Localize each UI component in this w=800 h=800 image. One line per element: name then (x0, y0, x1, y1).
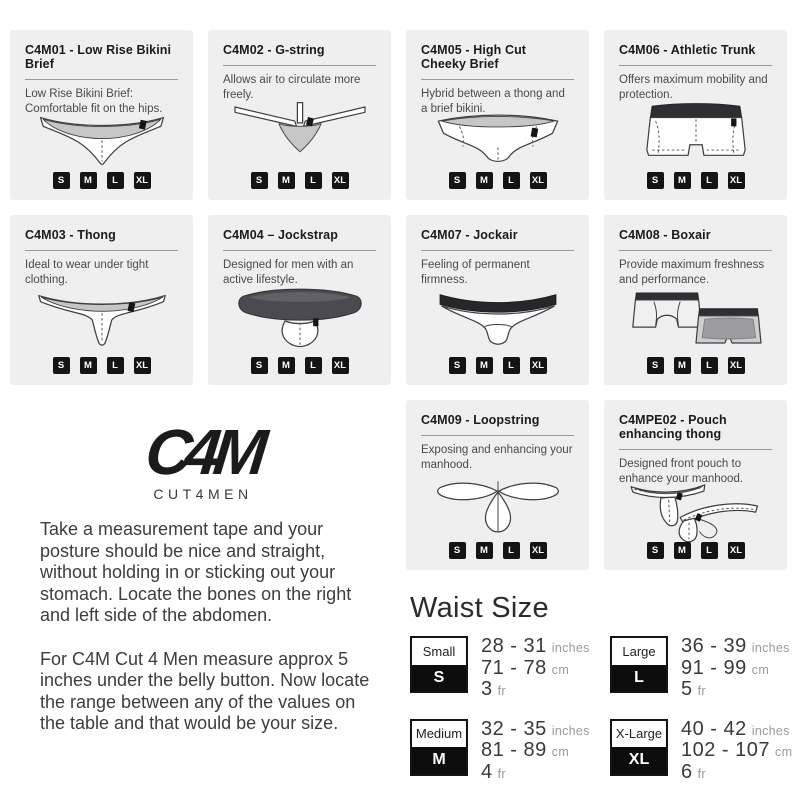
divider (223, 65, 376, 66)
jockair-illustration (421, 289, 574, 353)
size-badge-s: S (449, 542, 466, 559)
size-box-medium (410, 719, 468, 776)
product-title: C4M04 – Jockstrap (223, 228, 338, 242)
size-badge-m: M (278, 357, 295, 374)
size-badges (619, 172, 772, 189)
size-badge-xl: XL (134, 172, 151, 189)
cm-unit: cm (551, 662, 570, 677)
product-title: C4M01 - Low Rise Bikini Brief (25, 43, 172, 71)
size-badges (25, 172, 178, 189)
divider (421, 435, 574, 436)
divider (25, 79, 178, 80)
thong-illustration (25, 289, 178, 353)
size-badge-m: M (476, 542, 493, 559)
product-card-c4m04 (208, 215, 391, 385)
product-description: Low Rise Bikini Brief: Comfortable fit on the hips. (25, 88, 163, 116)
size-badge-l: L (305, 172, 322, 189)
inches-value: 32 - 35 (481, 717, 547, 740)
divider (619, 65, 772, 66)
fr-unit: fr (697, 684, 706, 698)
size-badge-l: L (305, 357, 322, 374)
jockstrap-illustration (223, 289, 376, 353)
size-letter: S (412, 665, 466, 692)
product-title: C4M08 - Boxair (619, 228, 711, 242)
high-cut-cheeky-brief-illustration (421, 118, 574, 168)
size-badge-m: M (674, 172, 691, 189)
size-box-large (610, 636, 668, 693)
size-badges (619, 357, 772, 374)
product-title: C4M09 - Loopstring (421, 413, 540, 427)
size-badge-xl: XL (728, 172, 745, 189)
size-badge-xl: XL (728, 357, 745, 374)
product-description: Offers maximum mobility and protection. (619, 74, 768, 102)
size-values (481, 719, 590, 785)
size-badge-m: M (674, 357, 691, 374)
product-title: C4M06 - Athletic Trunk (619, 43, 756, 57)
size-badge-l: L (701, 542, 718, 559)
size-badges (421, 357, 574, 374)
size-badge-s: S (251, 357, 268, 374)
fr-value: 6 (681, 760, 693, 783)
size-box-x-large (610, 719, 668, 776)
size-badge-m: M (476, 357, 493, 374)
product-title: C4M05 - High Cut Cheeky Brief (421, 43, 527, 71)
divider (421, 79, 574, 80)
product-card-c4m06 (604, 30, 787, 200)
size-badge-l: L (503, 542, 520, 559)
cm-value: 81 - 89 (481, 739, 547, 761)
divider (421, 250, 574, 251)
size-badge-l: L (503, 357, 520, 374)
product-card-c4m08 (604, 215, 787, 385)
loopstring-illustration (421, 474, 574, 538)
size-badge-s: S (53, 172, 70, 189)
inches-unit: inches (551, 641, 590, 655)
product-card-c4m07 (406, 215, 589, 385)
measuring-instructions (40, 519, 384, 735)
size-badge-m: M (674, 542, 691, 559)
product-title: C4M02 - G-string (223, 43, 325, 57)
size-badge-xl: XL (530, 172, 547, 189)
size-letter: XL (612, 747, 666, 774)
size-badges (25, 357, 178, 374)
size-badge-xl: XL (332, 357, 349, 374)
cm-unit: cm (551, 745, 570, 759)
product-title: C4M03 - Thong (25, 228, 116, 242)
product-description: Designed front pouch to enhance your manhood. (619, 458, 744, 486)
product-title: C4M07 - Jockair (421, 228, 518, 242)
divider (619, 449, 772, 450)
size-badge-s: S (449, 357, 466, 374)
cm-unit: cm (775, 745, 793, 759)
product-description: Exposing and enhancing your manhood. (421, 444, 573, 472)
boxair-illustration (619, 289, 772, 353)
size-badge-m: M (278, 172, 295, 189)
size-badge-l: L (503, 172, 520, 189)
waist-entry-x-large (610, 719, 800, 785)
fr-unit: fr (497, 766, 506, 781)
size-badge-xl: XL (530, 357, 547, 374)
size-badges (421, 172, 574, 189)
size-values (481, 636, 590, 702)
divider (25, 250, 178, 251)
inches-unit: inches (751, 641, 790, 655)
size-badge-s: S (53, 357, 70, 374)
fr-unit: fr (497, 684, 506, 698)
brand-logo-text: C4M (142, 416, 264, 488)
size-badge-s: S (251, 172, 268, 189)
fr-value: 5 (681, 678, 693, 700)
size-badge-l: L (701, 172, 718, 189)
fr-value: 3 (481, 678, 493, 700)
product-card-c4m09 (406, 400, 589, 570)
product-card-c4mpe02 (604, 400, 787, 570)
waist-entry-medium (410, 719, 610, 785)
size-letter: M (412, 747, 466, 774)
size-badge-l: L (107, 357, 124, 374)
product-description: Ideal to wear under tight clothing. (25, 259, 149, 287)
size-label: Medium (412, 721, 466, 748)
size-badge-s: S (647, 357, 664, 374)
cm-value: 71 - 78 (481, 656, 547, 679)
product-card-c4m03 (10, 215, 193, 385)
size-label: X-Large (612, 721, 666, 748)
inches-unit: inches (551, 723, 590, 738)
size-badge-m: M (476, 172, 493, 189)
size-badges (421, 542, 574, 559)
size-badge-xl: XL (134, 357, 151, 374)
low-rise-bikini-brief-illustration (25, 118, 178, 168)
inches-value: 40 - 42 (681, 717, 747, 740)
inches-unit: inches (751, 723, 790, 738)
inches-value: 36 - 39 (681, 635, 747, 657)
size-badges (223, 357, 376, 374)
waist-entry-large (610, 636, 800, 702)
cm-value: 91 - 99 (681, 656, 747, 679)
size-badge-s: S (647, 542, 664, 559)
divider (619, 250, 772, 251)
fr-unit: fr (697, 766, 706, 781)
product-description: Hybrid between a thong and a brief bikini. (421, 88, 565, 116)
product-card-c4m05 (406, 30, 589, 200)
cm-value: 102 - 107 (681, 739, 771, 761)
brand-logo (38, 416, 368, 502)
size-badge-m: M (80, 357, 97, 374)
product-title: C4MPE02 - Pouch enhancing thong (619, 413, 727, 441)
product-description: Provide maximum freshness and performance. (619, 259, 765, 287)
divider (223, 250, 376, 251)
pouch-enhancing-thong-illustration (619, 488, 772, 538)
fr-value: 4 (481, 760, 493, 783)
size-badge-s: S (449, 172, 466, 189)
waist-size-table (410, 636, 800, 784)
size-values (681, 636, 790, 702)
size-badge-m: M (80, 172, 97, 189)
inches-value: 28 - 31 (481, 635, 547, 657)
size-values (681, 719, 792, 785)
size-letter: L (612, 665, 666, 692)
instructions-paragraph-2: For C4M Cut 4 Men measure approx 5 inches under the belly button. Now locate the range between any of the values on the table and that would be your size. (40, 648, 370, 733)
size-badge-xl: XL (332, 172, 349, 189)
product-description: Designed for men with an active lifestyle. (223, 259, 354, 287)
size-label: Large (612, 638, 666, 665)
size-label: Small (412, 638, 466, 665)
size-badge-xl: XL (530, 542, 547, 559)
athletic-trunk-illustration (619, 104, 772, 168)
brand-logo-subtext: CUT4MEN (153, 486, 253, 502)
product-card-c4m02 (208, 30, 391, 200)
product-description: Allows air to circulate more freely. (223, 74, 361, 102)
size-badge-s: S (647, 172, 664, 189)
size-box-small (410, 636, 468, 693)
size-badge-l: L (701, 357, 718, 374)
cm-unit: cm (751, 662, 770, 677)
product-card-c4m01 (10, 30, 193, 200)
size-badge-xl: XL (728, 542, 745, 559)
instructions-paragraph-1: Take a measurement tape and your posture should be nice and straight, without holding in or sticking out your stomach. Locate the bones on the right and left side of the abdomen. (40, 519, 352, 625)
waist-entry-small (410, 636, 610, 702)
product-description: Feeling of permanent firmness. (421, 259, 530, 287)
waist-size-heading: Waist Size (410, 592, 549, 624)
size-badge-l: L (107, 172, 124, 189)
g-string-illustration (223, 104, 376, 168)
size-badges (619, 542, 772, 559)
size-badges (223, 172, 376, 189)
